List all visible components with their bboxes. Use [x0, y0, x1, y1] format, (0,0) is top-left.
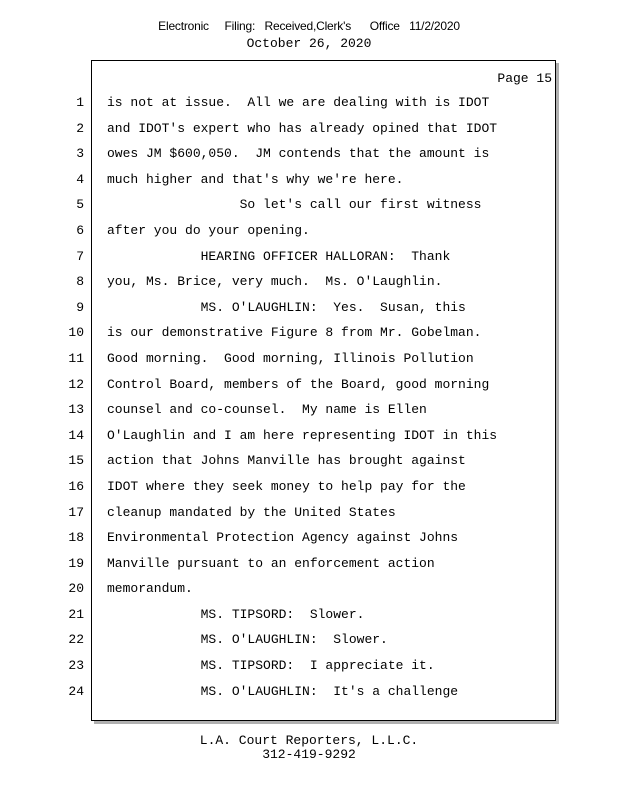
line-text: and IDOT's expert who has already opined that IDOT [107, 120, 498, 136]
transcript-line [0, 627, 618, 653]
line-number: 13 [68, 402, 84, 418]
line-number: 22 [68, 632, 84, 648]
line-text: much higher and that's why we're here. [107, 171, 404, 187]
line-text: is not at issue. All we are dealing with is IDOT [107, 95, 490, 110]
transcript-line [0, 192, 618, 218]
transcript-line [0, 269, 618, 295]
line-text: cleanup mandated by the United States [107, 504, 396, 520]
transcript-line [0, 90, 618, 116]
transcript-line [0, 525, 618, 551]
line-number: 16 [68, 478, 84, 494]
transcript-line [0, 448, 618, 474]
transcript-line [0, 500, 618, 526]
transcript-line [0, 423, 618, 449]
line-number: 19 [68, 555, 84, 571]
line-number: 8 [76, 274, 84, 290]
line-number: 1 [76, 95, 84, 110]
transcript-line [0, 397, 618, 423]
line-number: 12 [68, 376, 84, 392]
line-text: IDOT where they seek money to help pay for the [107, 478, 466, 494]
transcript-line [0, 474, 618, 500]
line-number: 9 [76, 299, 84, 315]
line-number: 2 [76, 120, 84, 136]
line-text: action that Johns Manville has brought against [107, 453, 466, 469]
page-number: Page 15 [497, 71, 552, 86]
line-number: 17 [68, 504, 84, 520]
line-text: HEARING OFFICER HALLORAN: Thank [107, 248, 451, 264]
transcript-line [0, 551, 618, 577]
line-number: 20 [68, 581, 84, 597]
line-number: 4 [76, 171, 84, 187]
line-text: MS. O'LAUGHLIN: Yes. Susan, this [107, 299, 466, 315]
court-reporter-name: L.A. Court Reporters, L.L.C. [199, 733, 419, 748]
transcript-line [0, 346, 618, 372]
line-text: owes JM $600,050. JM contends that the amount is [107, 146, 490, 162]
line-text: after you do your opening. [107, 222, 310, 238]
court-reporter-phone: 312-419-9292 [262, 747, 356, 762]
line-number: 3 [76, 146, 84, 162]
line-text: Good morning. Good morning, Illinois Pollution [107, 350, 474, 366]
line-number: 14 [68, 427, 84, 443]
line-text: O'Laughlin and I am here representing IDOT in this [107, 427, 498, 443]
line-text: So let's call our first witness [107, 197, 482, 213]
transcript-line [0, 141, 618, 167]
line-number: 7 [76, 248, 84, 264]
transcript-line [0, 602, 618, 628]
line-text: MS. O'LAUGHLIN: Slower. [107, 632, 388, 648]
transcript-line [0, 653, 618, 679]
line-text: Environmental Protection Agency against Johns [107, 530, 459, 546]
line-text: MS. O'LAUGHLIN: It's a challenge [107, 683, 459, 699]
line-text: counsel and co-counsel. My name is Ellen [107, 402, 427, 418]
line-text: memorandum. [107, 581, 193, 597]
line-text: MS. TIPSORD: I appreciate it. [107, 658, 435, 674]
transcript-line [0, 295, 618, 321]
line-number: 15 [68, 453, 84, 469]
transcript-line [0, 244, 618, 270]
line-number: 6 [76, 222, 84, 238]
line-text: Manville pursuant to an enforcement action [107, 555, 435, 571]
line-text: you, Ms. Brice, very much. Ms. O'Laughlin. [107, 274, 443, 290]
line-number: 18 [68, 530, 84, 546]
line-text: MS. TIPSORD: Slower. [107, 606, 365, 622]
line-number: 10 [68, 325, 84, 341]
line-number: 24 [68, 683, 84, 699]
line-text: is our demonstrative Figure 8 from Mr. Gobelman. [107, 325, 482, 341]
line-number: 23 [68, 658, 84, 674]
transcript-line [0, 116, 618, 142]
transcript-line [0, 320, 618, 346]
line-number: 5 [76, 197, 84, 213]
line-number: 21 [68, 606, 84, 622]
transcript-line [0, 576, 618, 602]
transcript-line [0, 679, 618, 705]
transcript-line [0, 167, 618, 193]
transcript-lines [0, 90, 618, 704]
transcript-line [0, 372, 618, 398]
filing-stamp: Electronic Filing: Received,Clerk's Office 11/2/2020 [158, 19, 460, 33]
line-number: 11 [68, 350, 84, 366]
transcript-line [0, 218, 618, 244]
line-text: Control Board, members of the Board, good morning [107, 376, 490, 392]
transcript-date: October 26, 2020 [246, 36, 372, 51]
